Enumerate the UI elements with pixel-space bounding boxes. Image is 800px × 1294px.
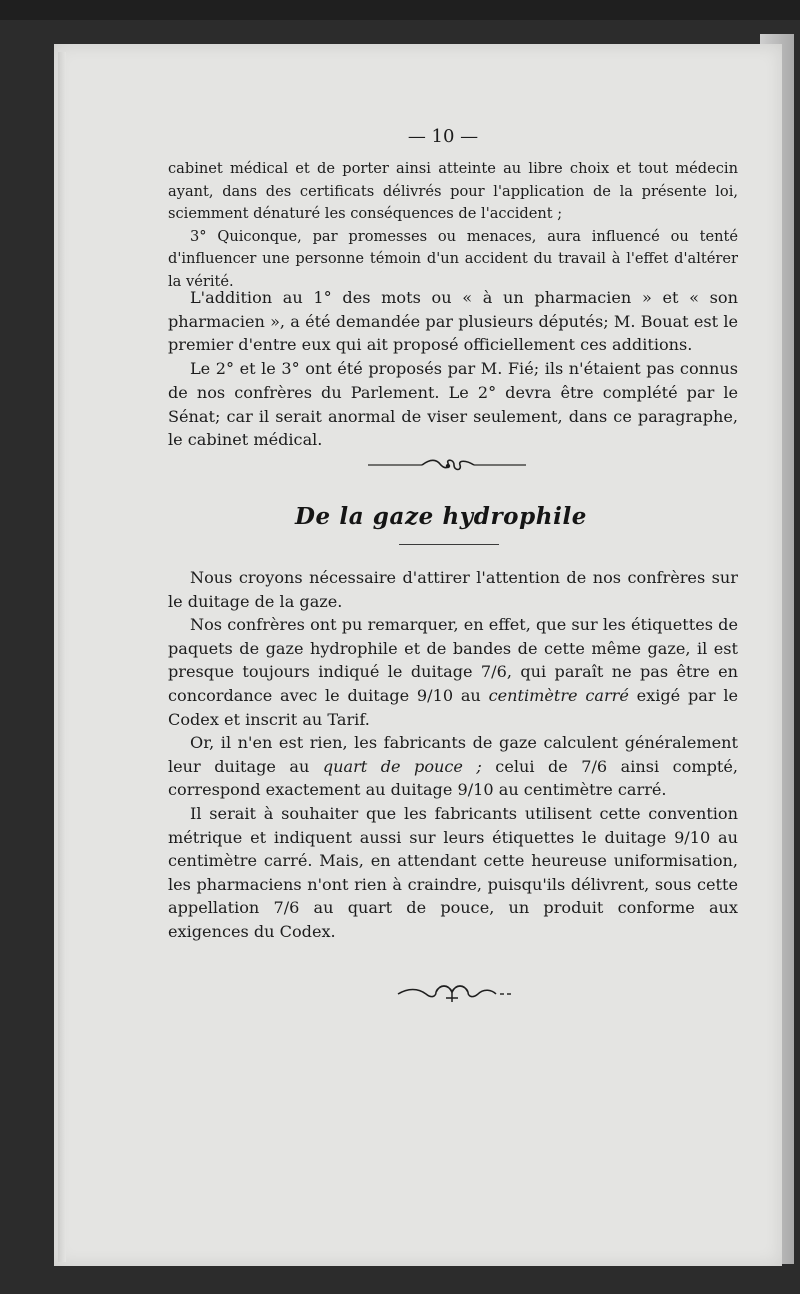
article-paragraph — [168, 731, 738, 802]
article-emphasis: quart de pouce ; — [322, 756, 482, 776]
commentary-paragraph: L'addition au 1° des mots ou « à un pharmacien » et « son pharmacien », a été demandée par plusieurs députés; M. Bouat est le premier d'entre eux qui ait proposé officiellement ces additions. — [168, 288, 738, 355]
fleuron-separator-icon — [366, 456, 530, 474]
fleuron-tailpiece-icon — [396, 982, 512, 1004]
commentary-block — [168, 286, 738, 452]
article-text: Nos confrères ont pu remarquer, en effet, que sur les étiquettes de paquets de gaze hydrophile et de bandes de cette même gaze, il est presque toujours indiqué le duitage 7/6, qui paraît ne pas être en concordance avec le duitage 9/10 au — [168, 615, 738, 705]
article-paragraph — [168, 613, 738, 731]
article-title: De la gaze hydrophile — [294, 503, 588, 530]
law-paragraph-3: 3° Quiconque, par promesses ou menaces, aura influencé ou tenté d'influencer une personne témoin d'un accident du travail à l'effet d'altérer la vérité. — [168, 227, 738, 290]
commentary-paragraph: Le 2° et le 3° ont été proposés par M. Fié; ils n'étaient pas connus de nos confrères du Parlement. Le 2° devra être complété par le Sénat; car il serait anormal de viser seulement, dans ce paragraphe, le cabinet médical. — [168, 359, 738, 450]
page-number: — 10 — — [407, 126, 479, 147]
scan-top-margin — [0, 0, 800, 20]
title-underline — [399, 544, 499, 545]
page-gutter-shadow — [58, 52, 66, 1262]
article-text: Or, il n'en est rien, les fabricants de gaze calculent généralement leur duitage au — [168, 733, 738, 776]
article-emphasis: centimètre carré — [488, 685, 629, 705]
article-text: exigé par le Codex et inscrit au Tarif. — [168, 685, 738, 729]
law-text-continuation — [168, 158, 738, 294]
article-paragraph: Il serait à souhaiter que les fabricants utilisent cette convention métrique et indiquent aussi sur leurs étiquettes le duitage 9/10 au centimètre carré. Mais, en attendant cette heureuse uniformisation, les pharmaciens n'ont rien à craindre, puisqu'ils délivrent, sous cette appellation 7/6 au quart de pouce, un produit conforme aux exigences du Codex. — [168, 803, 738, 941]
article-text: celui de 7/6 ainsi compté, correspond exactement au duitage 9/10 au centimètre carré. — [168, 756, 739, 800]
article-paragraph: Nous croyons nécessaire d'attirer l'attention de nos confrères sur le duitage de la gaze. — [168, 568, 738, 611]
article-body — [168, 566, 738, 944]
law-paragraph-continuation: cabinet médical et de porter ainsi atteinte au libre choix et tout médecin ayant, dans des certificats délivrés pour l'application de la présente loi, sciemment dénaturé les conséquences de l'accident ; — [168, 160, 738, 223]
